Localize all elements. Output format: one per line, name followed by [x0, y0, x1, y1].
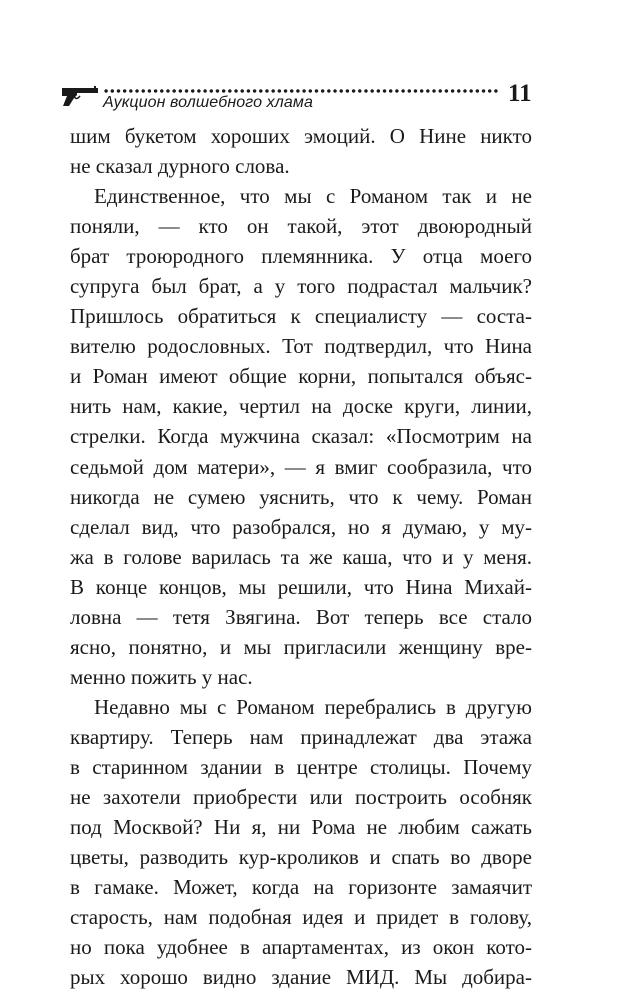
text-line: не сказал дурного слова. — [70, 154, 290, 179]
running-title: Аукцион волшебного хлама — [103, 94, 313, 111]
page-header — [0, 0, 640, 120]
text-line: ловна — тетя Звягина. Вот теперь все стало — [70, 604, 532, 629]
text-line: Единственное, что мы с Романом так и не — [94, 184, 532, 209]
text-line: нить нам, какие, чертил на доске круги, линии, — [70, 394, 532, 419]
text-line: седьмой дом матери», — я вмиг сообразила, что — [70, 454, 532, 479]
text-line: не захотели приобрести или построить особняк — [70, 785, 532, 810]
text-line: в старинном здании в центре столицы. Почему — [70, 754, 532, 779]
text-line: супруга был брат, а у того подрастал мальчик? — [70, 274, 532, 299]
text-line: шим букетом хороших эмоций. О Нине никто — [70, 124, 532, 148]
text-line: но пока удобнее в апартаментах, из окон кото- — [70, 935, 532, 960]
text-line: ясно, понятно, и мы пригласили женщину вре- — [70, 634, 532, 659]
text-line: брат троюродного племянника. У отца моего — [70, 244, 532, 269]
text-line: В конце концов, мы решили, что Нина Михай- — [70, 574, 532, 599]
text-line: жа в голове варилась та же каша, что и у меня. — [70, 544, 532, 569]
revolver-icon — [60, 84, 100, 108]
body-text — [70, 121, 532, 992]
text-line: никогда не сумею уяснить, что к чему. Роман — [70, 484, 532, 509]
page-number: 11 — [508, 80, 532, 107]
text-line: стрелки. Когда мужчина сказал: «Посмотрим на — [70, 424, 532, 449]
text-line: Пришлось обратиться к специалисту — соста- — [70, 304, 532, 329]
text-line: сделал вид, что разобрался, но я думаю, у му- — [70, 514, 532, 539]
text-line: в гамаке. Может, когда на горизонте замаячит — [70, 875, 532, 900]
text-line: менно пожить у нас. — [70, 664, 253, 689]
text-line: цветы, разводить кур-кроликов и спать во дворе — [70, 845, 532, 870]
text-line: рых хорошо видно здание МИД. Мы добира- — [70, 965, 532, 990]
text-line: под Москвой? Ни я, ни Рома не любим сажать — [70, 815, 532, 840]
text-line: квартиру. Теперь нам принадлежат два этажа — [70, 724, 532, 749]
text-line: вителю родословных. Тот подтвердил, что Нина — [70, 334, 532, 359]
text-line: Недавно мы с Романом перебрались в другую — [94, 694, 532, 719]
text-line: и Роман имеют общие корни, попытался объяс- — [70, 364, 532, 389]
text-line: поняли, — кто он такой, этот двоюродный — [70, 214, 532, 239]
text-line: старость, нам подобная идея и придет в голову, — [70, 905, 532, 930]
